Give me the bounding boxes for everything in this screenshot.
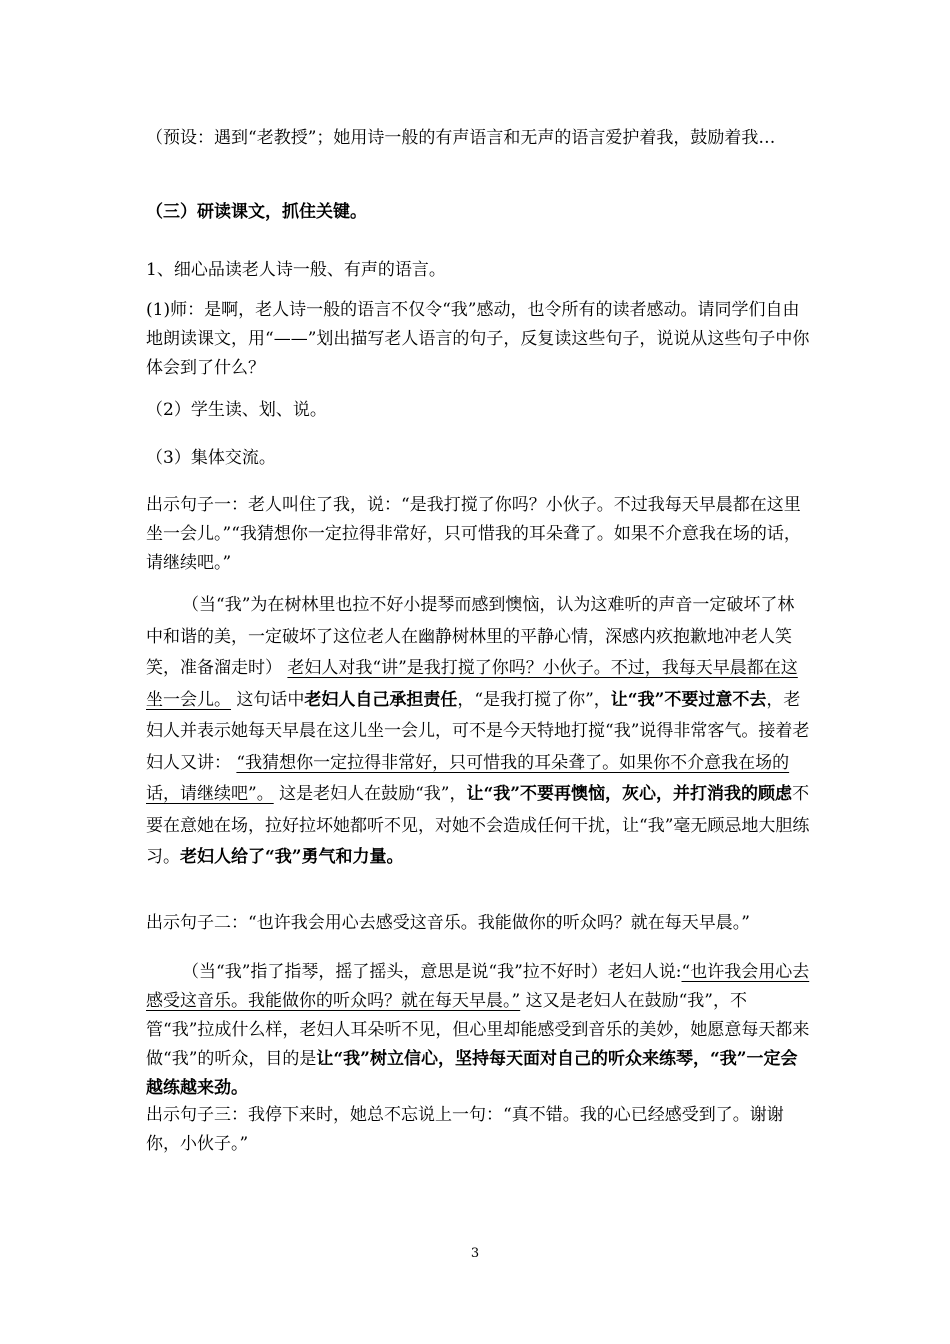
analysis-one-quote-underlined: 老妇人对我“讲”是我打搅了你吗？小伙子。不过，我每天早晨都在这坐一会儿。 [146,658,798,710]
preset-paragraph: （预设：遇到“老教授”；她用诗一般的有声语言和无声的语言爱护着我，鼓励着我… [146,128,776,148]
analysis-two-quote-underlined: “也许我会用心去感受这音乐。我能做你的听众吗？就在每天早晨。” [146,962,810,1011]
sentence-two: 出示句子二：“也许我会用心去感受这音乐。我能做你的听众吗？就在每天早晨。” [146,913,750,933]
page-number: 3 [470,1246,480,1261]
analysis-two [146,958,810,1103]
analysis-one-text: 这句话中 [231,689,305,710]
analysis-one-text: 这是老妇人在鼓励“我”， [273,784,467,804]
analysis-one-bold: 老妇人给了“我”勇气和力量。 [180,847,404,867]
analysis-two-text: 这又是老妇人在鼓励“我”，不管“我”拉成什么样，老妇人耳朵听不见，但心里却能感受到音乐的美妙，她愿意每天都来做“我”的听众，目的是 [146,991,810,1069]
analysis-one-bold: 让“我”不要再懊恼，灰心，并打消我的顾虑 [466,784,793,804]
section-heading: （三）研读课文，抓住关键。 [146,202,367,222]
analysis-two-bold: 让“我”树立信心，坚持每天面对自己的听众来练琴，“我”一定会越练越来劲。 [146,1049,798,1098]
analysis-one-text: ，“是我打搅了你”， [457,689,611,710]
analysis-one-quote-underlined: “我猜想你一定拉得非常好，只可惜我的耳朵聋了。如果你不介意我在场的话，请继续吧”。 [146,752,790,804]
analysis-one-bold: 让“我”不要过意不去 [610,689,767,710]
step-3: （3）集体交流。 [146,448,276,468]
analysis-one-text: （当“我”为在树林里也拉不好小提琴而感到懊恼，认为这难听的声音一定破坏了林中和谐的美，一定破坏了这位老人在幽静树林里的平静心情，深感内疚抱歉地冲老人笑笑，准备溜走时） [146,595,795,678]
analysis-one-bold: 老妇人自己承担责任 [304,689,458,710]
step-1: 1、细心品读老人诗一般、有声的语言。 [146,260,446,280]
sentence-three: 出示句子三：我停下来时，她总不忘说上一句：“真不错。我的心已经感受到了。谢谢你，小伙子。” [146,1105,784,1154]
sentence-one: 出示句子一：老人叫住了我，说：“是我打搅了你吗？小伙子。不过我每天早晨都在这里坐一会儿。”“我猜想你一定拉得非常好，只可惜我的耳朵聋了。如果不介意我在场的话，请继续吧。” [146,495,801,573]
analysis-two-text: （当“我”指了指琴，摇了摇头，意思是说“我”拉不好时）老妇人说: [182,962,682,982]
teacher-prompt: (1)师：是啊，老人诗一般的语言不仅令“我”感动，也令所有的读者感动。请同学们自由地朗读课文，用“——”划出描写老人语言的句子，反复读这些句子，说说从这些句子中你体会到了什么？ [146,300,810,378]
step-2: （2）学生读、划、说。 [146,400,327,420]
analysis-one [146,590,810,874]
analysis-one-text: ，老妇人并表示她每天早晨在这儿坐一会儿，可不是今天特地打搅“我”说得非常客气。接着老妇人又讲： [146,689,810,773]
analysis-one-text: 不要在意她在场，拉好拉坏她都听不见，对她不会造成任何干扰，让“我”毫无顾忌地大胆练习。 [146,784,810,867]
